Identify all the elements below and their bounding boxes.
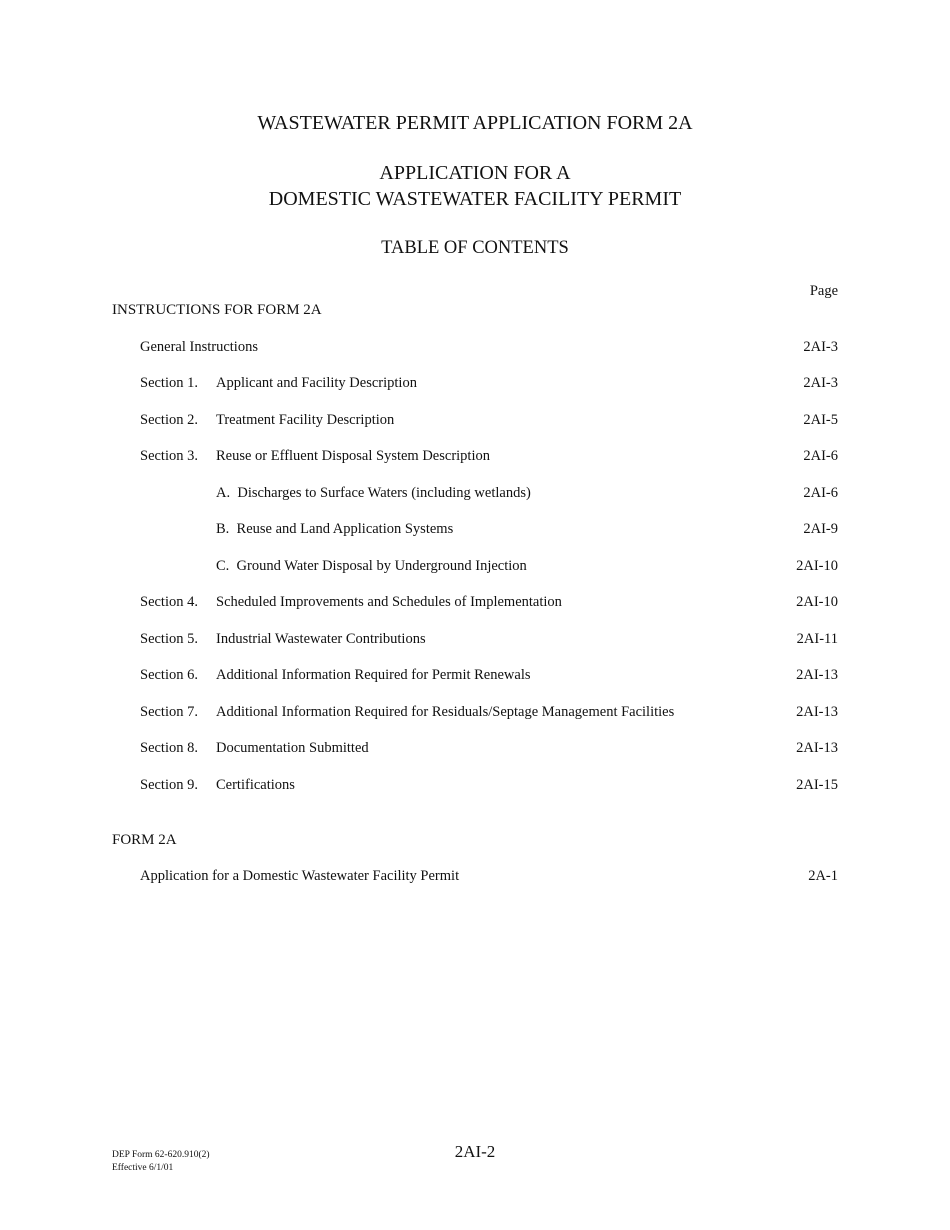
toc-entry-page: 2AI-5	[803, 412, 838, 428]
toc-entry-page: 2AI-13	[796, 740, 838, 756]
toc-entry-title: Reuse or Effluent Disposal System Description	[216, 448, 490, 464]
toc-entry-page: 2AI-3	[803, 339, 838, 355]
toc-entry-page: 2AI-10	[796, 558, 838, 574]
toc-title: TABLE OF CONTENTS	[381, 238, 569, 258]
toc-entry-title: Application for a Domestic Wastewater Facility Permit	[140, 868, 460, 884]
toc-part-heading: FORM 2A	[112, 832, 177, 848]
toc-entry-title: C. Ground Water Disposal by Underground Injection	[216, 558, 527, 574]
toc-entry-label: Section 3.	[140, 448, 198, 464]
toc-entry-page: 2AI-9	[803, 521, 838, 537]
toc-entry-label: Section 5.	[140, 631, 198, 647]
toc-entry-title: Additional Information Required for Permit Renewals	[216, 667, 531, 683]
toc-entry-page: 2A-1	[808, 868, 838, 884]
toc-entry-label: Section 4.	[140, 594, 198, 610]
toc-entry-title: Certifications	[216, 777, 295, 793]
footer-page-number: 2AI-2	[454, 1142, 496, 1161]
toc-entry-page: 2AI-10	[796, 594, 838, 610]
toc-entry-label: Section 2.	[140, 412, 198, 428]
toc-entry-page: 2AI-11	[796, 631, 838, 647]
document-title: WASTEWATER PERMIT APPLICATION FORM 2A	[257, 112, 693, 134]
page-column-label: Page	[809, 283, 838, 299]
toc-entry-title: Documentation Submitted	[216, 740, 369, 756]
toc-entry-title: General Instructions	[140, 339, 258, 355]
document-subtitle-line2: DOMESTIC WASTEWATER FACILITY PERMIT	[268, 188, 682, 210]
document-subtitle-line1: APPLICATION FOR A	[379, 162, 571, 184]
toc-entry-page: 2AI-13	[796, 704, 838, 720]
toc-entry-title: Scheduled Improvements and Schedules of Implementation	[216, 594, 562, 610]
toc-entry-title: A. Discharges to Surface Waters (including wetlands)	[216, 485, 531, 501]
toc-entry-title: Industrial Wastewater Contributions	[216, 631, 426, 647]
toc-entry-page: 2AI-13	[796, 667, 838, 683]
toc-entry-label: Section 6.	[140, 667, 198, 683]
toc-entry-label: Section 8.	[140, 740, 198, 756]
toc-entry-label: Section 1.	[140, 375, 198, 391]
toc-entry-page: 2AI-6	[803, 448, 838, 464]
toc-entry-label: Section 7.	[140, 704, 198, 720]
footer-form-number: DEP Form 62-620.910(2)	[112, 1150, 210, 1160]
toc-entry-page: 2AI-3	[803, 375, 838, 391]
toc-entry-page: 2AI-6	[803, 485, 838, 501]
toc-entry-label: Section 9.	[140, 777, 198, 793]
toc-part-heading: INSTRUCTIONS FOR FORM 2A	[112, 302, 322, 318]
footer-effective-date: Effective 6/1/01	[112, 1163, 174, 1173]
toc-entry-title: B. Reuse and Land Application Systems	[216, 521, 454, 537]
toc-entry-page: 2AI-15	[796, 777, 838, 793]
toc-entry-title: Treatment Facility Description	[216, 412, 395, 428]
toc-entry-title: Additional Information Required for Residuals/Septage Management Facilities	[216, 704, 675, 720]
toc-entry-title: Applicant and Facility Description	[216, 375, 417, 391]
